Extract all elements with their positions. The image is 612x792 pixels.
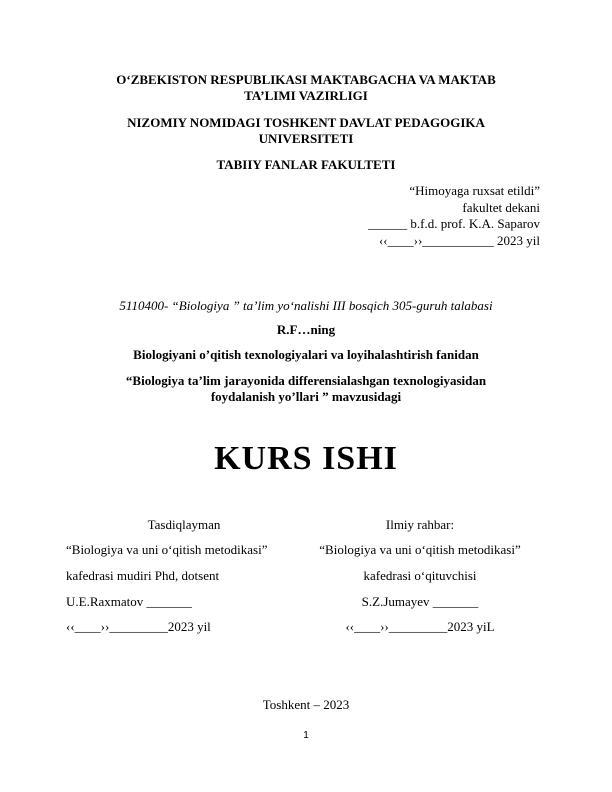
right-block-position: kafedrasi o‘qituvchisi xyxy=(363,568,477,583)
course-subject: Biologiyani o’qitish texnologiyalari va loyihalashtirish fanidan xyxy=(133,347,479,362)
document-title: KURS ISHI xyxy=(214,440,398,477)
right-block-department: “Biologiya va uni o‘qitish metodikasi” xyxy=(319,542,521,557)
student-info: 5110400- “Biologiya ” ta’lim yo‘nalishi III bosqich 305-guruh talabasi xyxy=(119,298,493,313)
ministry-line-1: O‘ZBEKISTON RESPUBLIKASI MAKTABGACHA VA MAKTAB xyxy=(116,72,496,87)
topic-line-1: “Biologiya ta’lim jarayonida differensialashgan texnologiyasidan xyxy=(125,373,487,388)
page-number: 1 xyxy=(303,730,309,741)
left-block-signature: U.E.Raxmatov _______ xyxy=(66,594,193,609)
ministry-line-2: TA’LIMI VAZIRLIGI xyxy=(244,88,368,103)
left-block-position: kafedrasi mudiri Phd, dotsent xyxy=(66,568,220,583)
approval-dean-signature: ______ b.f.d. prof. K.A. Saparov xyxy=(368,216,540,231)
right-block-heading: Ilmiy rahbar: xyxy=(385,517,455,532)
left-block-date: ‹‹____››_________2023 yil xyxy=(66,619,211,634)
university-line-1: NIZOMIY NOMIDAGI TOSHKENT DAVLAT PEDAGOGIKA xyxy=(127,115,485,130)
right-block-signature: S.Z.Jumayev _______ xyxy=(361,594,479,609)
left-block-department: “Biologiya va uni o‘qitish metodikasi” xyxy=(66,542,268,557)
student-name: R.F…ning xyxy=(276,322,336,337)
left-block-heading: Tasdiqlayman xyxy=(147,517,221,532)
university-line-2: UNIVERSITETI xyxy=(258,131,354,146)
approval-dean-label: fakultet dekani xyxy=(462,200,540,215)
right-block-date: ‹‹____››_________2023 yiL xyxy=(345,619,495,634)
approval-date: ‹‹____››___________ 2023 yil xyxy=(378,233,540,248)
approval-heading: “Himoyaga ruxsat etildi” xyxy=(409,183,540,198)
city-year: Toshkent – 2023 xyxy=(262,697,350,712)
topic-line-2: foydalanish yo’llari ” mavzusidagi xyxy=(210,389,402,404)
faculty-name: TABIIY FANLAR FAKULTETI xyxy=(216,157,396,172)
